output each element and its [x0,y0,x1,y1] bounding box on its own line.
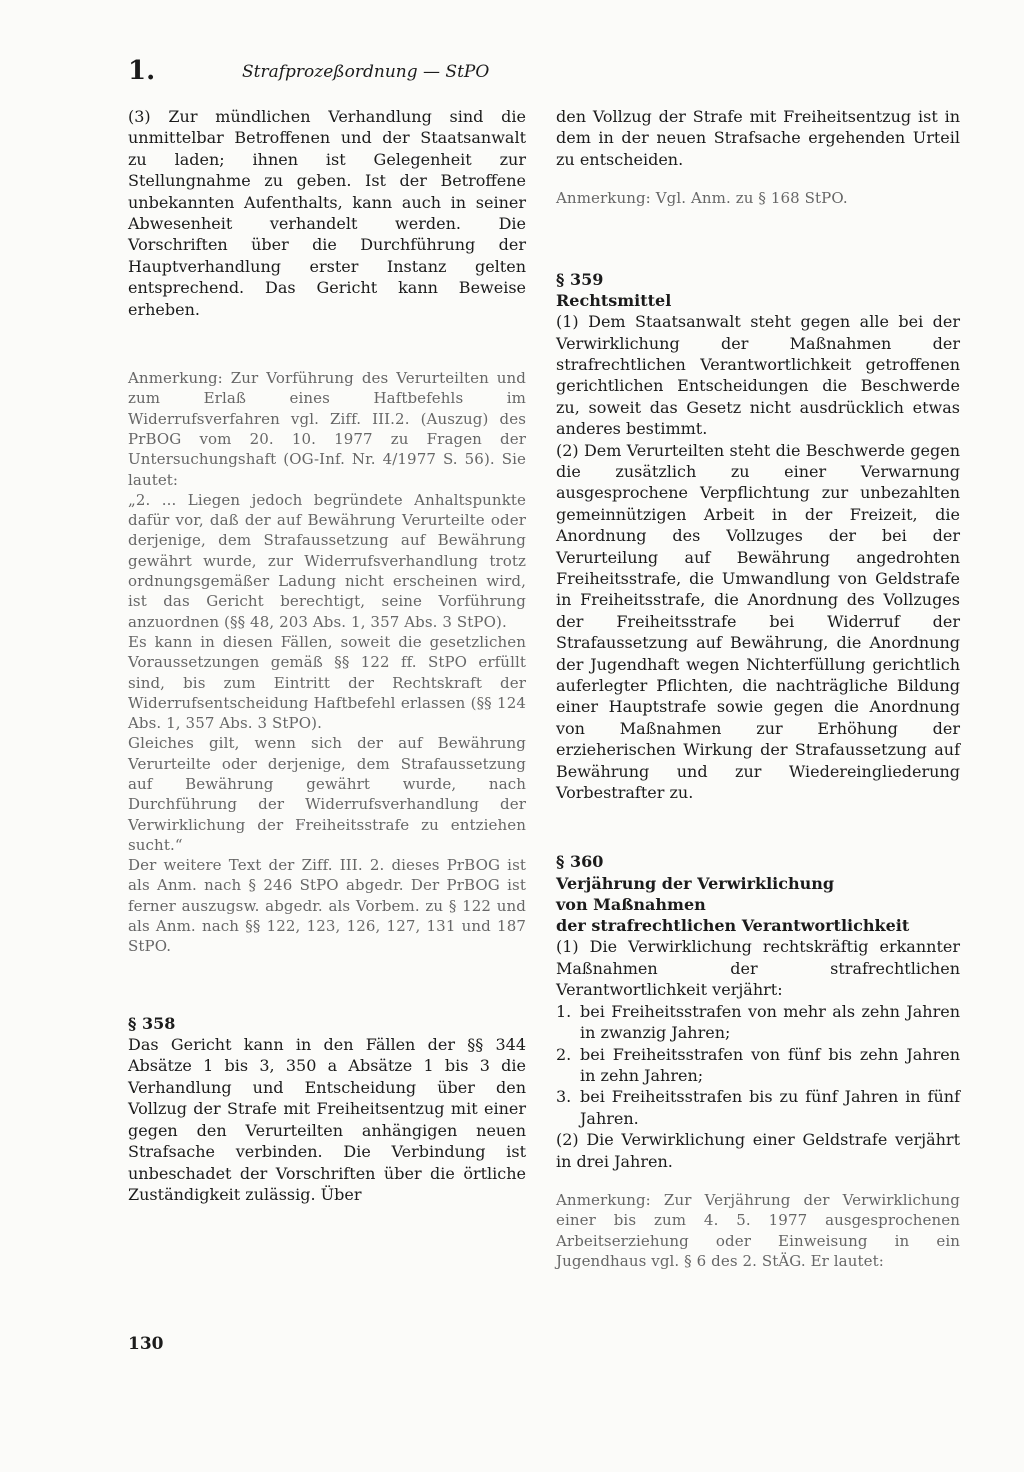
annotation-quote-1: „2. ... Liegen jedoch begründete Anhaltspunkte dafür vor, daß der auf Bewährung Verurteilte oder derjenige, dem Strafaussetzung auf Bewährung gewährt wurde, zur Widerrufsverhandlung trotz ordnungsgemäßer Ladung nicht erscheinen wird, ist das Gericht berechtigt, seine Vorführung anzuordnen (§§ 48, 203 Abs. 1, 357 Abs. 3 StPO). [128,490,526,631]
section-359-number: § 359 [556,269,604,289]
section-360-annotation: Anmerkung: Zur Verjährung der Verwirklichung einer bis zum 4. 5. 1977 ausgesprochenen Arbeitserziehung oder Einweisung in ein Jugendhaus vgl. § 6 des 2. StÄG. Er lautet: [556,1190,960,1270]
section-360-list [556,1001,960,1129]
annotation-intro: Anmerkung: Zur Vorführung des Verurteilten und zum Erlaß eines Haftbefehls im Widerrufsverfahren vgl. Ziff. III.2. (Auszug) des PrBOG vom 20. 10. 1977 zu Fragen der Untersuchungshaft (OG-Inf. Nr. 4/1977 S. 56). Sie lautet: [128,369,526,489]
page-number: 130 [128,1334,164,1354]
section-359-paragraph-1: (1) Dem Staatsanwalt steht gegen alle bei der Verwirklichung der Maßnahmen der strafrechtlichen Verantwortlichkeit getroffenen gerichtlichen Entscheidungen die Beschwerde zu, soweit das Gesetz nicht ausdrücklich etwas anderes bestimmt. [556,312,960,439]
list-item-text: bei Freiheitsstrafen von mehr als zehn Jahren in zwanzig Jahren; [580,1001,960,1043]
annotation-quote-3: Gleiches gilt, wenn sich der auf Bewährung Verurteilte oder derjenige, dem Strafaussetzung auf Bewährung gewährt wurde, nach Durchführung der Widerrufsverhandlung der Verwirklichung der Freiheitsstrafe zu entziehen sucht.“ [128,734,526,854]
chapter-number: 1. [128,56,156,86]
annotation-end: Der weitere Text der Ziff. III. 2. dieses PrBOG ist als Anm. nach § 246 StPO abgedr. Der PrBOG ist ferner auszugsw. abgedr. als Vorbem. zu § 122 und als Anm. nach §§ 122, 123, 126, 127, 131 und 187 StPO. [128,856,526,956]
section-360-title-line-2: von Maßnahmen [556,895,706,915]
running-header [128,56,528,92]
list-item [556,1086,960,1129]
running-title: Strafprozeßordnung — StPO [242,62,490,82]
list-item-text: bei Freiheitsstrafen bis zu fünf Jahren in fünf Jahren. [580,1087,960,1128]
paragraph-3: (3) Zur mündlichen Verhandlung sind die unmittelbar Betroffenen und der Staatsanwalt zu laden; ihnen ist Gelegenheit zur Stellungnahme zu geben. Ist der Betroffene unbekannten Aufenthalts, kann auch in seiner Abwesenheit verhandelt werden. Die Vorschriften über die Durchführung der Hauptverhandlung erster Instanz gelten entsprechend. Das Gericht kann Beweise erheben. [128,107,526,319]
list-item-text: bei Freiheitsstrafen von fünf bis zehn Jahren in zehn Jahren; [580,1044,960,1085]
list-item [556,1044,960,1087]
right-column [556,106,960,1271]
left-column [128,106,526,1205]
section-358-text: Das Gericht kann in den Fällen der §§ 344 Absätze 1 bis 3, 350 a Absätze 1 bis 3 die Verhandlung und Entscheidung über den Vollzug der Strafe mit Freiheitsentzug mit einer gegen den Verurteilten anhängigen neuen Strafsache verbinden. Die Verbindung ist unbeschadet der Vorschriften über die örtliche Zuständigkeit zulässig. Über [128,1035,526,1204]
list-item [556,1001,960,1044]
section-360-paragraph-1: (1) Die Verwirklichung rechtskräftig erkannter Maßnahmen der strafrechtlichen Verantwortlichkeit verjährt: [556,937,960,1000]
section-359-title: Rechtsmittel [556,290,672,310]
section-358-annotation: Anmerkung: Vgl. Anm. zu § 168 StPO. [556,189,848,208]
list-item-number: 2. [556,1044,572,1064]
list-item-number: 1. [556,1001,572,1021]
section-358-continuation: den Vollzug der Strafe mit Freiheitsentzug ist in dem in der neuen Strafsache ergehenden Urteil zu entscheiden. [556,107,960,169]
annotation-quote-2: Es kann in diesen Fällen, soweit die gesetzlichen Voraussetzungen gemäß §§ 122 ff. StPO erfüllt sind, bis zum Eintritt der Rechtskraft der Widerrufsentscheidung Haftbefehl erlassen (§§ 124 Abs. 1, 357 Abs. 3 StPO). [128,632,526,733]
annotation-block [128,368,526,957]
section-360-number: § 360 [556,852,604,872]
section-359-paragraph-2: (2) Dem Verurteilten steht die Beschwerde gegen die zusätzlich zu einer Verwarnung ausgesprochene Verpflichtung zur unbezahlten gemeinnützigen Arbeit in der Freizeit, die Anordnung des Vollzuges der bei der Verurteilung auf Bewährung angedrohten Freiheitsstrafe, die Umwandlung von Geldstrafe in Freiheitsstrafe, die Anordnung des Vollzuges der Freiheitsstrafe bei Widerruf der Strafaussetzung auf Bewährung, die Anordnung der Jugendhaft wegen Nichterfüllung gerichtlich auferlegter Pflichten, die nachträgliche Bildung einer Hauptstrafe sowie gegen die Anordnung von Maßnahmen zur Erhöhung der erzieherischen Wirkung der Strafaussetzung auf Bewährung und zur Wiedereingliederung Vorbestrafter zu. [556,440,960,803]
list-item-number: 3. [556,1087,572,1107]
section-358-number: § 358 [128,1013,176,1033]
section-360-title-line-3: der strafrechtlichen Verantwortlichkeit [556,916,910,936]
section-360-title-line-1: Verjährung der Verwirklichung [556,873,835,893]
section-360-paragraph-2: (2) Die Verwirklichung einer Geldstrafe verjährt in drei Jahren. [556,1130,960,1171]
